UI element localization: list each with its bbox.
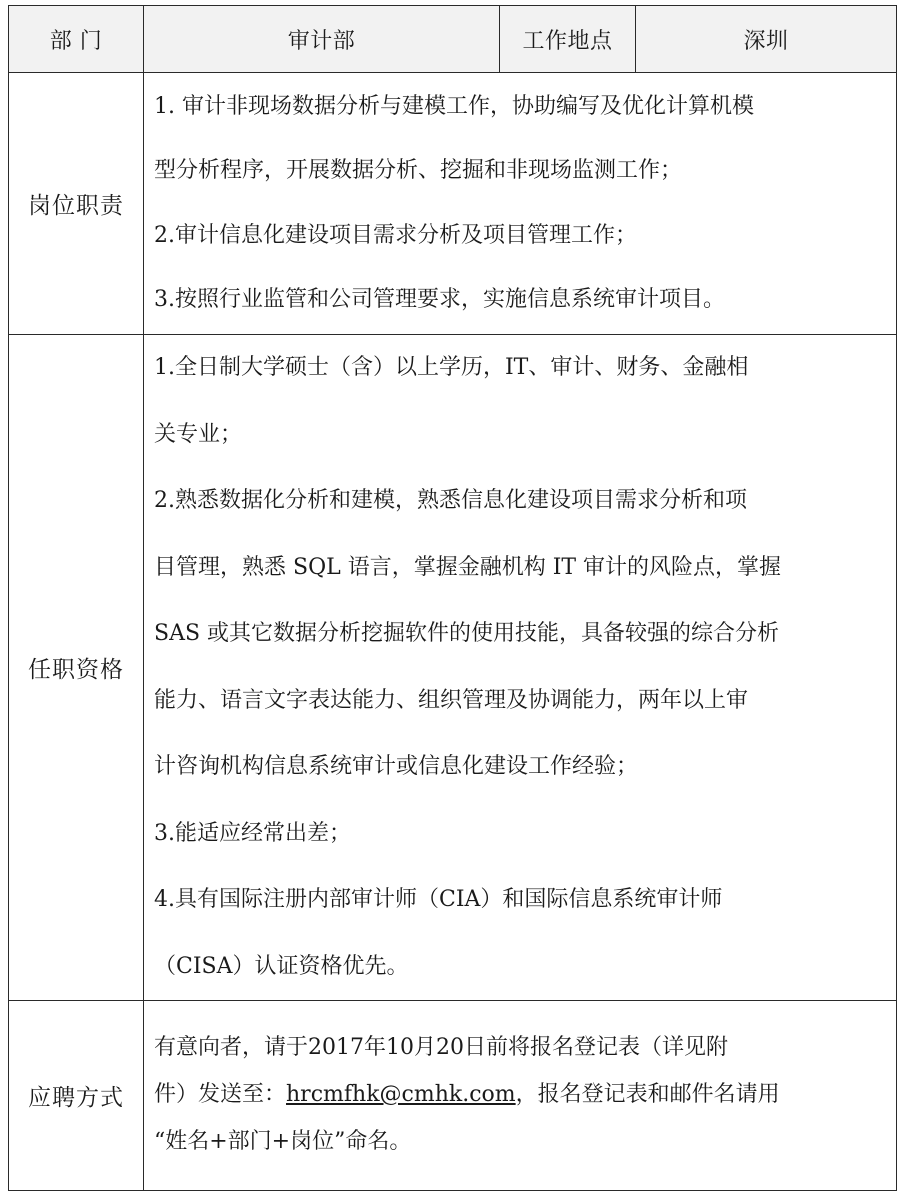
apply-line-1: 有意向者，请于2017年10月20日前将报名登记表（详见附: [154, 1035, 728, 1060]
email-link[interactable]: hrcmfhk@cmhk.com: [286, 1082, 516, 1107]
duty-line: 型分析程序，开展数据分析、挖掘和非现场监测工作；: [154, 158, 683, 183]
apply-row: [9, 1001, 897, 1191]
location-value: 深圳: [636, 6, 897, 73]
job-posting-table: [8, 5, 897, 1191]
department-label: 部 门: [9, 6, 144, 73]
qualification-line: 目管理，熟悉 SQL 语言，掌握金融机构 IT 审计的风险点，掌握: [154, 554, 782, 580]
qualification-line: （CISA）认证资格优先。: [154, 953, 409, 979]
qualification-line: 计咨询机构信息系统审计或信息化建设工作经验；: [154, 754, 639, 779]
qualification-line: 关专业；: [154, 421, 243, 447]
apply-line-2-prefix: 件）发送至：: [154, 1082, 287, 1107]
apply-line-2-suffix: ，报名登记表和邮件名请用: [515, 1082, 780, 1107]
qualification-line: 2.熟悉数据化分析和建模，熟悉信息化建设项目需求分析和项: [154, 488, 747, 513]
location-label: 工作地点: [500, 6, 636, 73]
duty-line: 2.审计信息化建设项目需求分析及项目管理工作；: [154, 222, 637, 248]
qualifications-label: 任职资格: [9, 335, 144, 1001]
duties-content: [144, 73, 897, 335]
qualification-line: 3.能适应经常出差；: [154, 820, 351, 846]
qualification-line: 1.全日制大学硕士（含）以上学历，IT、审计、财务、金融相: [154, 355, 749, 380]
duty-line: 1. 审计非现场数据分析与建模工作，协助编写及优化计算机模: [154, 93, 754, 119]
qualifications-row: [9, 335, 897, 1001]
duty-line: 3.按照行业监管和公司管理要求，实施信息系统审计项目。: [154, 287, 725, 312]
duties-label: 岗位职责: [9, 73, 144, 335]
qualification-line: 能力、语言文字表达能力、组织管理及协调能力，两年以上审: [154, 687, 749, 713]
apply-content: [144, 1001, 897, 1191]
apply-line-3: “姓名+部门+岗位”命名。: [154, 1129, 412, 1154]
qualification-line: SAS 或其它数据分析挖掘软件的使用技能，具备较强的综合分析: [154, 621, 780, 646]
department-value: 审计部: [144, 6, 500, 73]
qualifications-content: [144, 335, 897, 1001]
header-row: [9, 6, 897, 73]
duties-row: [9, 73, 897, 335]
apply-line-2: [154, 1071, 884, 1118]
qualification-line: 4.具有国际注册内部审计师（CIA）和国际信息系统审计师: [154, 887, 723, 912]
apply-label: 应聘方式: [9, 1001, 144, 1191]
